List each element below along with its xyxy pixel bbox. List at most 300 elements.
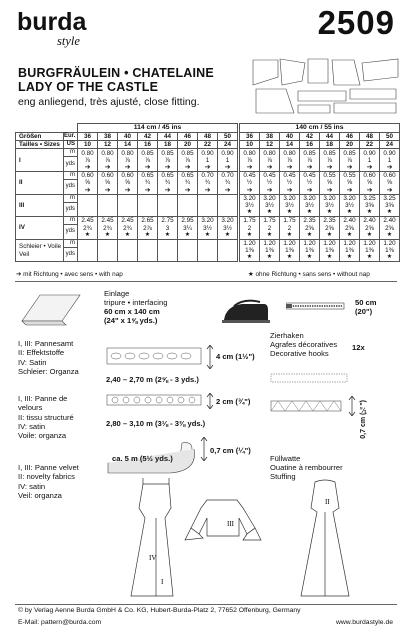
without-nap-star-icon: ★: [306, 231, 313, 238]
fabric-group-en: I, III: Panne velvet II: novelty fabrics IV: satin Veil: organza: [18, 463, 79, 500]
yardage-yards: 1 ➔: [360, 157, 380, 172]
brand-sub: style: [57, 34, 80, 48]
yardage-meters: 1.75: [280, 217, 300, 225]
with-nap-arrow-icon: ➔: [266, 164, 273, 172]
yardage-meters: 0.45: [300, 172, 320, 180]
yardage-meters: 2.65: [138, 217, 158, 225]
yardage-yards: 1 ➔: [380, 157, 400, 172]
yardage-yards: 1⅜ ★: [340, 247, 360, 262]
yardage-yards: ⅝ ➔: [98, 179, 118, 194]
yardage-yards: 3½ ★: [198, 225, 218, 240]
with-nap-arrow-icon: ➔: [286, 164, 293, 172]
lace-narrow-length: 2,80 – 3,10 m (3⅛ - 3⅜ yds.): [106, 419, 206, 428]
dimension-arrow: [206, 393, 214, 409]
yardage-meters: 3.20: [218, 217, 238, 225]
view-label-iv: IV: [149, 554, 157, 562]
eur-label: Eur.: [64, 133, 78, 141]
yardage-table: 114 cm / 45 ins 140 cm / 55 ins Größen Eur. 36 38 40 42 44 46 48 50 36 38 40 42 44 46 48 50 Tailles • Sizes US 10 12 14 16 18 20 22 24 10 12 14 16 18 20 22 24 I m 0.80 0.80 0.80 0.85 0.85 0.85 0.90 0.90 0.80 0.80 0.80 0.85 0.85 0.85 0.90 0.90 yds ⅞ ➔ ⅞ ➔ ⅞ ➔ ⅞ ➔ ⅞ ➔ ⅞ ➔ 1 ➔ 1 ➔ ⅞ ➔ ⅞ ➔ ⅞ ➔ ⅞ ➔ ⅞ ➔ ⅞ ➔ 1 ➔ 1 ➔ II m 0.60 0.60 0.60 0.65 0.65 0.65 0.70 0.70 0.45 0.45 0.45 0.45 0.55 0.55 0.60 0.60 yds ⅝ ➔ ⅝ ➔ ⅝ ➔ ¾ ➔ ¾ ➔ ¾ ➔ ¾ ➔ ¾ ➔ ½ ➔ ½ ➔ ½ ➔ ½ ➔ ⅝ ➔ ⅝ ➔ ⅝ ➔ ⅝ ➔ III m 3.20 3.20 3.20 3.20 3.20 3.20 3.25 3.25 yds 3½ ★ 3½ ★ 3½ ★ 3½ ★ 3½ ★ 3½ ★ 3⅝ ★ 3⅝ ★ IV m 2.45 2.45 2.45 2.65 2.75 2.95 3.20 3.20 1.75 1.75 1.75 2.35 2.35 2.40 2.40 2.40 yds 2¾ ★ 2¾ ★ 2¾ ★ 2⅞ ★ 3 ★ 3¼ ★ 3½ ★ 3½ ★ 2 ★ 2 ★ 2 ★ 2⅝ ★ 2⅝ ★ 2⅝ ★ 2⅝ ★ 2⅝ ★ Schleier • Voile Veil m 1.20 1.20 1.20 1.20 1.20 1.20 1.20 1.20 yds 1⅜ ★ 1⅜ ★ 1⅜ ★ 1⅜ ★ 1⅜ ★ 1⅜ ★ 1⅜ ★ 1⅜ ★: [15, 123, 400, 262]
braid-trim: [270, 398, 342, 414]
yardage-yards: [218, 202, 238, 217]
yardage-meters: [98, 194, 118, 202]
fabric-group-fr: I, III: Panne de velours II: tissu structuré IV: satin Voile: organza: [18, 394, 74, 441]
with-nap-arrow-icon: ➔: [184, 164, 191, 172]
yardage-yards: ¾ ➔: [218, 179, 238, 194]
yardage-meters: 0.85: [138, 149, 158, 157]
yardage-yards: 3½ ★: [340, 202, 360, 217]
yardage-meters: [118, 239, 138, 247]
yardage-meters: 0.70: [218, 172, 238, 180]
email-text: E-Mail: pattern@burda.com: [18, 619, 102, 626]
yardage-yards: 1⅜ ★: [280, 247, 300, 262]
yardage-yards: ⅞ ➔: [98, 157, 118, 172]
without-nap-star-icon: ★: [346, 254, 353, 261]
yardage-row-yds: [16, 202, 400, 217]
yardage-meters: 2.45: [98, 217, 118, 225]
yardage-yards: ⅞ ➔: [340, 157, 360, 172]
unit-yds: yds: [64, 157, 78, 172]
with-nap-arrow-icon: ➔: [104, 164, 111, 172]
yardage-yards: ⅞ ➔: [240, 157, 260, 172]
yardage-row-m: [16, 239, 400, 247]
yardage-yards: ⅞ ➔: [178, 157, 198, 172]
yardage-meters: 0.80: [78, 149, 98, 157]
dimension-arrow: [206, 345, 214, 369]
yardage-meters: 2.75: [158, 217, 178, 225]
yardage-meters: 3.20: [300, 194, 320, 202]
yardage-meters: 1.20: [380, 239, 400, 247]
without-nap-star-icon: ★: [286, 209, 293, 216]
lace-trim-wide: [106, 345, 202, 367]
yardage-meters: 3.25: [380, 194, 400, 202]
yardage-yards: 3¼ ★: [178, 225, 198, 240]
without-nap-star-icon: ★: [306, 254, 313, 261]
yardage-row-yds: [16, 247, 400, 262]
with-nap-arrow-icon: ➔: [164, 164, 171, 172]
yardage-meters: 1.20: [260, 239, 280, 247]
with-nap-arrow-icon: ➔: [144, 186, 151, 194]
yardage-yards: ⅞ ➔: [300, 157, 320, 172]
yardage-meters: [138, 194, 158, 202]
title-block: [18, 66, 268, 108]
yardage-yards: [118, 247, 138, 262]
yardage-yards: [78, 202, 98, 217]
without-nap-star-icon: ★: [246, 209, 253, 216]
hooks-quantity: 12x: [352, 343, 365, 352]
with-nap-arrow-icon: ➔: [366, 164, 373, 172]
with-nap-arrow-icon: ➔: [286, 186, 293, 194]
yardage-meters: 0.60: [78, 172, 98, 180]
footer-divider: [15, 604, 397, 605]
yardage-meters: 1.20: [300, 239, 320, 247]
without-nap-star-icon: ★: [386, 254, 393, 261]
yardage-meters: 0.85: [340, 149, 360, 157]
yardage-meters: 1.75: [260, 217, 280, 225]
without-nap-star-icon: ★: [326, 231, 333, 238]
without-nap-star-icon: ★: [326, 254, 333, 261]
iron-icon: [220, 296, 272, 326]
with-nap-arrow-icon: ➔: [346, 164, 353, 172]
unit-yds: yds: [64, 247, 78, 262]
lace-wide-width: 4 cm (1½"): [216, 352, 255, 361]
hooks-label: Zierhaken Agrafes décoratives Decorative hooks: [270, 331, 338, 359]
yardage-yards: [158, 202, 178, 217]
yardage-meters: 0.45: [240, 172, 260, 180]
yardage-meters: 3.20: [320, 194, 340, 202]
without-nap-star-icon: ★: [366, 254, 373, 261]
yardage-meters: 0.85: [320, 149, 340, 157]
yardage-yards: ½ ➔: [260, 179, 280, 194]
lace-wide-length: 2,40 – 2,70 m (2⅝ - 3 yds.): [106, 375, 199, 384]
pattern-pieces-diagram: [250, 55, 400, 117]
yardage-meters: 0.60: [118, 172, 138, 180]
with-nap-arrow-icon: ➔: [246, 164, 253, 172]
lace-narrow-width: 2 cm (¾"): [216, 397, 251, 406]
yardage-meters: 0.80: [280, 149, 300, 157]
view-label: IV: [16, 217, 64, 240]
yardage-yards: 2⅞ ★: [138, 225, 158, 240]
yardage-yards: ½ ➔: [280, 179, 300, 194]
with-nap-arrow-icon: ➔: [124, 164, 131, 172]
yardage-meters: 1.20: [320, 239, 340, 247]
yardage-yards: ⅝ ➔: [380, 179, 400, 194]
yardage-yards: [158, 247, 178, 262]
without-nap-star-icon: ★: [266, 254, 273, 261]
yardage-yards: 1⅜ ★: [300, 247, 320, 262]
yardage-meters: [78, 239, 98, 247]
yardage-yards: ¾ ➔: [138, 179, 158, 194]
yardage-yards: 2⅝ ★: [300, 225, 320, 240]
yardage-yards: 2 ★: [260, 225, 280, 240]
without-nap-star-icon: ★: [266, 209, 273, 216]
yardage-meters: 3.20: [280, 194, 300, 202]
without-nap-star-icon: ★: [366, 231, 373, 238]
garment-illustrations: [125, 478, 365, 598]
with-nap-arrow-icon: ➔: [346, 186, 353, 194]
yardage-meters: 0.60: [360, 172, 380, 180]
yardage-yards: 1⅜ ★: [260, 247, 280, 262]
yardage-yards: ⅞ ➔: [78, 157, 98, 172]
yardage-meters: [178, 194, 198, 202]
title-de: BURGFRÄULEIN • CHATELAINE: [18, 66, 214, 80]
yardage-yards: 3½ ★: [218, 225, 238, 240]
view-label: I: [16, 149, 64, 172]
yardage-row-yds: [16, 179, 400, 194]
dimension-arrow: [348, 396, 356, 416]
view-label: II: [16, 172, 64, 195]
yardage-meters: 0.80: [260, 149, 280, 157]
legend-without-nap: ★ ohne Richtung • sans sens • without nap: [248, 271, 370, 278]
yardage-yards: [198, 202, 218, 217]
zipper-length: 50 cm (20"): [355, 298, 377, 317]
yardage-meters: 0.45: [280, 172, 300, 180]
with-nap-arrow-icon: ➔: [224, 164, 231, 172]
without-nap-star-icon: ★: [306, 209, 313, 216]
yardage-row-yds: [16, 225, 400, 240]
yardage-yards: ⅞ ➔: [138, 157, 158, 172]
yardage-meters: 0.80: [240, 149, 260, 157]
yardage-meters: [78, 194, 98, 202]
yardage-yards: 2¾ ★: [118, 225, 138, 240]
with-nap-arrow-icon: ➔: [124, 186, 131, 194]
yardage-yards: ⅝ ➔: [78, 179, 98, 194]
yardage-meters: 0.70: [198, 172, 218, 180]
interfacing-label: [104, 289, 167, 325]
yardage-yards: ⅝ ➔: [360, 179, 380, 194]
without-nap-star-icon: ★: [346, 209, 353, 216]
yardage-meters: [138, 239, 158, 247]
yardage-meters: 2.45: [78, 217, 98, 225]
fabric-width-114: 114 cm / 45 ins: [78, 124, 238, 133]
interfacing-type: tripure • interfacing: [104, 298, 168, 308]
view-label-ii: II: [325, 498, 330, 506]
yardage-row-m: [16, 194, 400, 202]
yardage-yards: ⅞ ➔: [118, 157, 138, 172]
pattern-number: 2509: [317, 4, 395, 41]
without-nap-star-icon: ★: [124, 231, 131, 238]
yardage-meters: 3.25: [360, 194, 380, 202]
yardage-meters: [98, 239, 118, 247]
yardage-meters: 0.90: [218, 149, 238, 157]
sizes-label-fr: Tailles • Sizes: [16, 141, 64, 149]
without-nap-star-icon: ★: [184, 231, 191, 238]
yardage-yards: 3 ★: [158, 225, 178, 240]
yardage-meters: 2.40: [360, 217, 380, 225]
yardage-meters: 0.85: [158, 149, 178, 157]
unit-yds: yds: [64, 225, 78, 240]
yardage-meters: 0.55: [340, 172, 360, 180]
yardage-meters: 0.85: [178, 149, 198, 157]
yardage-meters: 0.55: [320, 172, 340, 180]
stuffing-label: Füllwatte Ouatine à rembourrer Stuffing: [270, 454, 343, 482]
yardage-yards: 2⅝ ★: [340, 225, 360, 240]
divider: [15, 281, 397, 282]
yardage-yards: ¾ ➔: [178, 179, 198, 194]
yardage-meters: 0.65: [138, 172, 158, 180]
with-nap-arrow-icon: ➔: [326, 186, 333, 194]
yardage-yards: [138, 202, 158, 217]
without-nap-star-icon: ★: [104, 231, 111, 238]
yardage-yards: [218, 247, 238, 262]
yardage-yards: 2 ★: [240, 225, 260, 240]
yardage-row-m: [16, 172, 400, 180]
yardage-yards: 2⅝ ★: [360, 225, 380, 240]
unit-yds: yds: [64, 179, 78, 194]
without-nap-star-icon: ★: [144, 231, 151, 238]
lace-trim-narrow: [106, 393, 202, 407]
yardage-rows: [16, 149, 400, 262]
interfacing-title: Einlage: [104, 289, 130, 298]
yardage-meters: 1.75: [240, 217, 260, 225]
unit-yds: yds: [64, 202, 78, 217]
fabric-width-140: 140 cm / 55 ins: [240, 124, 400, 133]
yardage-meters: 2.45: [118, 217, 138, 225]
yardage-yards: [178, 247, 198, 262]
without-nap-star-icon: ★: [204, 231, 211, 238]
yardage-yards: ⅞ ➔: [320, 157, 340, 172]
yardage-yards: [178, 202, 198, 217]
with-nap-arrow-icon: ➔: [266, 186, 273, 194]
without-nap-star-icon: ★: [366, 209, 373, 216]
yardage-yards: ½ ➔: [240, 179, 260, 194]
ribbon-width: 0,7 cm (¼"): [210, 446, 251, 455]
yardage-yards: 3½ ★: [260, 202, 280, 217]
brand-name: burda: [17, 8, 87, 36]
yardage-meters: [118, 194, 138, 202]
yardage-yards: ¾ ➔: [158, 179, 178, 194]
yardage-yards: 1⅜ ★: [360, 247, 380, 262]
without-nap-star-icon: ★: [266, 231, 273, 238]
yardage-meters: 0.90: [380, 149, 400, 157]
yardage-yards: [118, 202, 138, 217]
with-nap-arrow-icon: ➔: [386, 186, 393, 194]
us-label: US: [64, 141, 78, 149]
with-nap-arrow-icon: ➔: [204, 164, 211, 172]
view-label: III: [16, 194, 64, 217]
fabric-group-de: I, III: Pannesamt II: Effektstoffe IV: Satin Schleier: Organza: [18, 339, 79, 376]
fit-description: eng anliegend, très ajusté, close fitting.: [18, 96, 200, 108]
yardage-meters: 0.65: [158, 172, 178, 180]
yardage-yards: ¾ ➔: [198, 179, 218, 194]
yardage-meters: [218, 194, 238, 202]
yardage-yards: ⅝ ➔: [320, 179, 340, 194]
with-nap-arrow-icon: ➔: [164, 186, 171, 194]
view-label-i: I: [161, 578, 164, 586]
yardage-yards: 3½ ★: [320, 202, 340, 217]
yardage-meters: 2.95: [178, 217, 198, 225]
fabric-fold-illustration: [18, 287, 88, 327]
yardage-yards: 1⅜ ★: [240, 247, 260, 262]
with-nap-arrow-icon: ➔: [326, 164, 333, 172]
yardage-yards: 1⅜ ★: [320, 247, 340, 262]
yardage-meters: [158, 194, 178, 202]
yardage-yards: 3½ ★: [240, 202, 260, 217]
yardage-meters: [198, 194, 218, 202]
yardage-meters: 0.85: [300, 149, 320, 157]
sizes-label-de: Größen: [16, 133, 64, 141]
view-label: Schleier • Voile Veil: [16, 239, 64, 262]
yardage-meters: [178, 239, 198, 247]
without-nap-star-icon: ★: [224, 231, 231, 238]
yardage-yards: 3⅝ ★: [360, 202, 380, 217]
yardage-yards: [98, 202, 118, 217]
yardage-meters: 1.20: [340, 239, 360, 247]
yardage-meters: 2.35: [320, 217, 340, 225]
yardage-meters: 1.20: [360, 239, 380, 247]
with-nap-arrow-icon: ➔: [184, 186, 191, 194]
yardage-yards: 2⅝ ★: [380, 225, 400, 240]
without-nap-star-icon: ★: [286, 231, 293, 238]
yardage-meters: 1.20: [280, 239, 300, 247]
yardage-meters: 0.80: [118, 149, 138, 157]
yardage-yards: [98, 247, 118, 262]
with-nap-arrow-icon: ➔: [104, 186, 111, 194]
yardage-yards: [78, 247, 98, 262]
yardage-meters: 0.60: [98, 172, 118, 180]
yardage-meters: 0.60: [380, 172, 400, 180]
with-nap-arrow-icon: ➔: [84, 164, 91, 172]
with-nap-arrow-icon: ➔: [386, 164, 393, 172]
yardage-yards: 3½ ★: [300, 202, 320, 217]
yardage-meters: [218, 239, 238, 247]
yardage-yards: 2¾ ★: [98, 225, 118, 240]
ribbon-length: ca. 5 m (5½ yds.): [112, 454, 173, 463]
yardage-yards: 2⅝ ★: [320, 225, 340, 240]
decorative-hooks-icon: [270, 372, 348, 384]
website-text: www.burdastyle.de: [335, 619, 393, 626]
with-nap-arrow-icon: ➔: [306, 186, 313, 194]
yardage-yards: 1 ➔: [198, 157, 218, 172]
yardage-meters: 2.35: [300, 217, 320, 225]
without-nap-star-icon: ★: [246, 231, 253, 238]
with-nap-arrow-icon: ➔: [306, 164, 313, 172]
without-nap-star-icon: ★: [286, 254, 293, 261]
yardage-yards: [198, 247, 218, 262]
yardage-yards: 1 ➔: [218, 157, 238, 172]
yardage-meters: 0.90: [360, 149, 380, 157]
yardage-row-yds: [16, 157, 400, 172]
yardage-yards: ⅞ ➔: [260, 157, 280, 172]
yardage-yards: [138, 247, 158, 262]
with-nap-arrow-icon: ➔: [84, 186, 91, 194]
burda-style-logo: [16, 6, 96, 50]
yardage-meters: 1.20: [240, 239, 260, 247]
title-en: LADY OF THE CASTLE: [18, 80, 159, 94]
unit-m: m: [64, 217, 78, 225]
yardage-row-m: [16, 217, 400, 225]
yardage-meters: 3.20: [260, 194, 280, 202]
yardage-meters: 0.90: [198, 149, 218, 157]
yardage-meters: 0.45: [260, 172, 280, 180]
yardage-yards: ½ ➔: [300, 179, 320, 194]
yardage-yards: ⅝ ➔: [340, 179, 360, 194]
without-nap-star-icon: ★: [386, 209, 393, 216]
yardage-yards: 2¾ ★: [78, 225, 98, 240]
with-nap-arrow-icon: ➔: [366, 186, 373, 194]
braid-width: 0,7 cm (¼"): [360, 400, 367, 439]
yardage-meters: 0.65: [178, 172, 198, 180]
copyright-text: © by Verlag Aenne Burda GmbH & Co. KG, Hubert-Burda-Platz 2, 77652 Offenburg, Germany: [18, 607, 301, 614]
with-nap-arrow-icon: ➔: [144, 164, 151, 172]
yardage-meters: 3.20: [240, 194, 260, 202]
zipper-icon: [286, 300, 346, 312]
yardage-meters: 0.80: [98, 149, 118, 157]
yardage-meters: 2.40: [380, 217, 400, 225]
unit-m: m: [64, 239, 78, 247]
without-nap-star-icon: ★: [346, 231, 353, 238]
view-label-iii: III: [227, 520, 234, 528]
yardage-row-m: [16, 149, 400, 157]
yardage-meters: [158, 239, 178, 247]
without-nap-star-icon: ★: [164, 231, 171, 238]
yardage-meters: 3.20: [198, 217, 218, 225]
yardage-yards: 2 ★: [280, 225, 300, 240]
unit-m: m: [64, 149, 78, 157]
yardage-yards: ⅞ ➔: [158, 157, 178, 172]
with-nap-arrow-icon: ➔: [224, 186, 231, 194]
legend-with-nap: ➔ mit Richtung • avec sens • with nap: [16, 271, 123, 278]
yardage-yards: 3½ ★: [280, 202, 300, 217]
yardage-yards: 1⅜ ★: [380, 247, 400, 262]
without-nap-star-icon: ★: [246, 254, 253, 261]
with-nap-arrow-icon: ➔: [204, 186, 211, 194]
without-nap-star-icon: ★: [386, 231, 393, 238]
with-nap-arrow-icon: ➔: [246, 186, 253, 194]
interfacing-size-imperial: (24" x 1⅝ yds.): [104, 316, 158, 326]
yardage-meters: 2.40: [340, 217, 360, 225]
interfacing-size: 60 cm x 140 cm: [104, 307, 160, 317]
yardage-meters: 3.20: [340, 194, 360, 202]
unit-m: m: [64, 194, 78, 202]
